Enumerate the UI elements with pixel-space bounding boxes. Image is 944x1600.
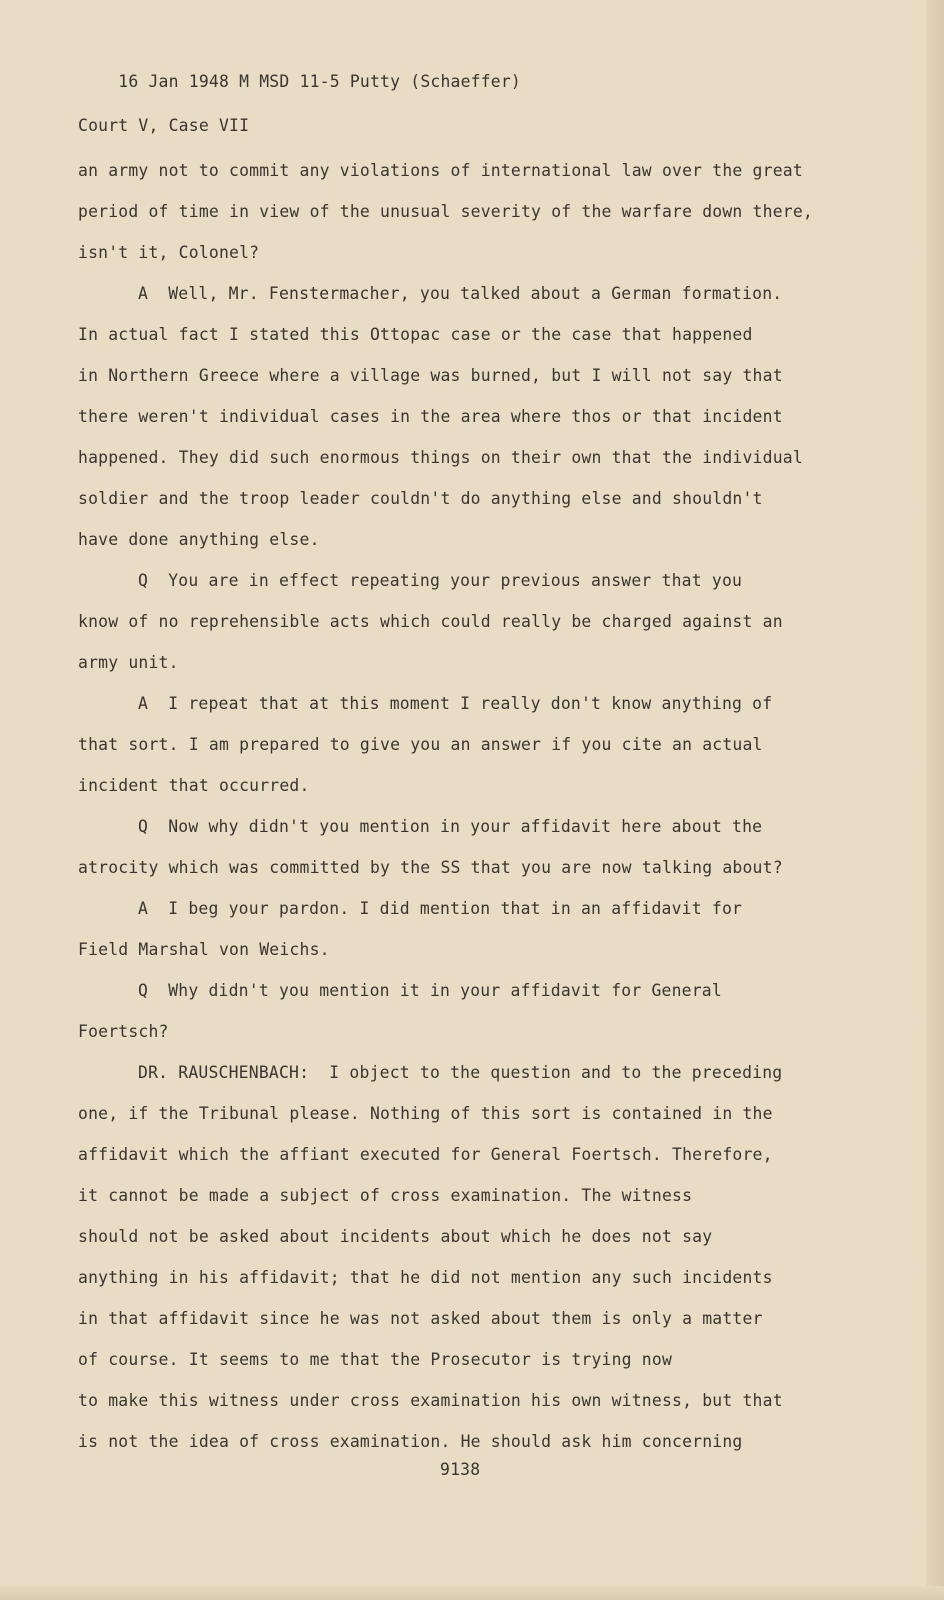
transcript-line: an army not to commit any violations of international law over the great (78, 161, 803, 180)
transcript-line: A Well, Mr. Fenstermacher, you talked about a German formation. (138, 284, 783, 303)
header-line-2: Court V, Case VII (78, 116, 250, 135)
transcript-line: that sort. I am prepared to give you an answer if you cite an actual (78, 735, 763, 754)
header-line-1: 16 Jan 1948 M MSD 11-5 Putty (Schaeffer) (118, 72, 522, 91)
transcript-line: soldier and the troop leader couldn't do anything else and shouldn't (78, 489, 763, 508)
transcript-line: to make this witness under cross examination his own witness, but that (78, 1391, 783, 1410)
transcript-line: Field Marshal von Weichs. (78, 940, 330, 959)
transcript-line: anything in his affidavit; that he did not mention any such incidents (78, 1268, 773, 1287)
transcript-line: one, if the Tribunal please. Nothing of this sort is contained in the (78, 1104, 773, 1123)
transcript-line: DR. RAUSCHENBACH: I object to the question and to the preceding (138, 1063, 783, 1082)
transcript-line: there weren't individual cases in the area where thos or that incident (78, 407, 783, 426)
page-number: 9138 (440, 1460, 481, 1479)
transcript-line: A I beg your pardon. I did mention that in an affidavit for (138, 899, 743, 918)
transcript-line: In actual fact I stated this Ottopac case or the case that happened (78, 325, 753, 344)
transcript-line: it cannot be made a subject of cross examination. The witness (78, 1186, 693, 1205)
page-edge-right (926, 0, 944, 1600)
transcript-line: atrocity which was committed by the SS that you are now talking about? (78, 858, 783, 877)
transcript-line: in that affidavit since he was not asked about them is only a matter (78, 1309, 763, 1328)
transcript-body (78, 150, 838, 1462)
transcript-line: isn't it, Colonel? (78, 243, 260, 262)
transcript-line: of course. It seems to me that the Prosecutor is trying now (78, 1350, 673, 1369)
transcript-line: happened. They did such enormous things on their own that the individual (78, 448, 803, 467)
transcript-line: period of time in view of the unusual severity of the warfare down there, (78, 202, 813, 221)
page-edge-bottom (0, 1586, 944, 1600)
transcript-line: army unit. (78, 653, 179, 672)
transcript-line: Q Now why didn't you mention in your affidavit here about the (138, 817, 763, 836)
transcript-line: A I repeat that at this moment I really don't know anything of (138, 694, 773, 713)
transcript-line: should not be asked about incidents about which he does not say (78, 1227, 713, 1246)
transcript-line: Q Why didn't you mention it in your affidavit for General (138, 981, 722, 1000)
transcript-line: is not the idea of cross examination. He should ask him concerning (78, 1432, 743, 1451)
transcript-line: incident that occurred. (78, 776, 310, 795)
transcript-line: Foertsch? (78, 1022, 169, 1041)
transcript-line: have done anything else. (78, 530, 320, 549)
transcript-line: Q You are in effect repeating your previous answer that you (138, 571, 743, 590)
transcript-line: affidavit which the affiant executed for General Foertsch. Therefore, (78, 1145, 773, 1164)
transcript-line: in Northern Greece where a village was burned, but I will not say that (78, 366, 783, 385)
transcript-line: know of no reprehensible acts which could really be charged against an (78, 612, 783, 631)
